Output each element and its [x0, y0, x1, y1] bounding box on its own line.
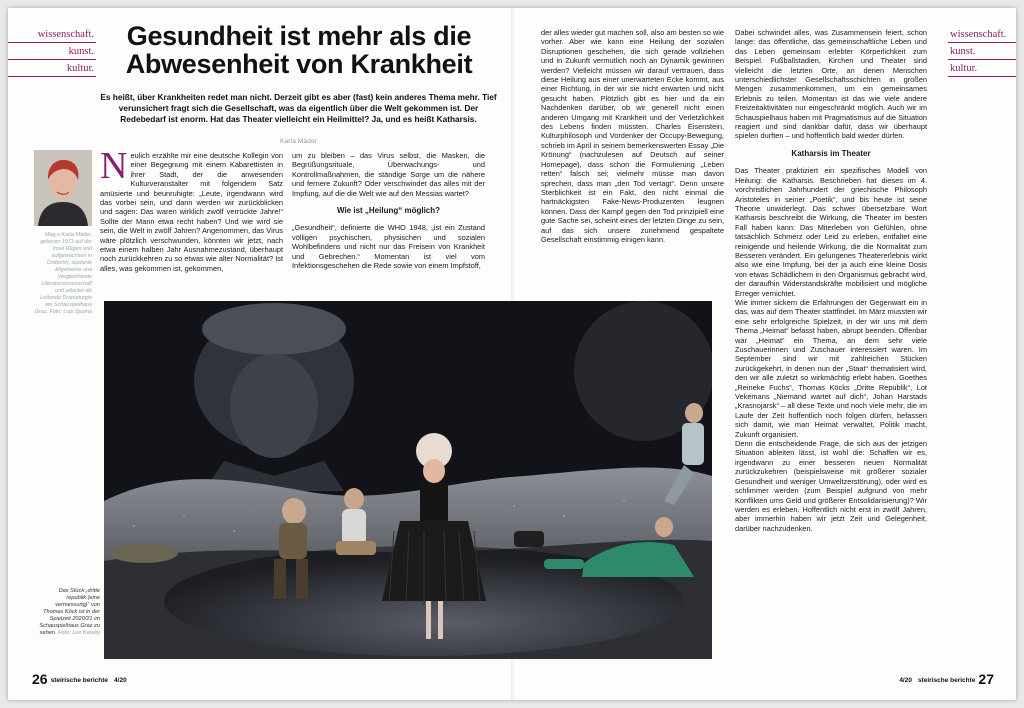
article-headline: Gesundheit ist mehr als die Abwesenheit von Krankheit — [125, 21, 473, 79]
section-tag: wissenschaft. — [948, 28, 1016, 43]
paragraph: um zu bleiben – das Virus selbst, die Masken, die Begrüßungsrituale, Überwachungs- und Kontrollmaßnahmen, die ständige Sorge um die nähere und fernere Zukunft? Oder verschwindet das alles mit der Impfung, auf die die Welt wie auf den Messias wartet? — [292, 151, 485, 198]
text-column-2 — [292, 151, 485, 270]
section-tag: wissenschaft. — [8, 28, 96, 43]
section-tags-left — [8, 28, 96, 79]
paragraph: Wie immer sickern die Erfahrungen der Gegenwart ein in das, was auf dem Theater stattfindet. Im März mussten wir eine sehr erfolgreiche Spielzeit, in der wir uns mit dem Thema „Heimat“ befasst haben, abrupt beenden. Offenbar war „Heimat“ ein Thema, an dem sehr viele Zuschauerinnen und Zuschauer interessiert waren. Im September sind wir mit zahlreichen Stücken zurückgekehrt, in denen nun der „Staat“ thematisiert wird, den wir alle zuletzt so wirkmächtig erlebt haben. Goethes „Reineke Fuchs“, Thomas Köcks „Dritte Republik“, Lot Vekemans „Niemand wartet auf dich“, Johan Harstads „Krasnojarsk“ – all diese Texte und noch viele mehr, die im Laufe der Zeit hoffentlich noch folgen dürfen, befassen sich damit, wie man Heimat verwaltet, Politik macht, Zukunft organisiert. — [735, 297, 927, 439]
section-tag: kunst. — [8, 45, 96, 60]
subheading: Katharsis im Theater — [791, 148, 871, 158]
paragraph: Dabei schwindet alles, was Zusammensein feiert, schon lange: das öffentliche, das gemeinschaftliche Leben und das Leben gemeinsam erlebter Körperlichkeit zum Beispiel. Fußballstadien, Kirchen und Theater sind vielleicht die letzten Orte, an denen Menschen unterschiedlichster Gesellschaftsschichten in großen Mengen zusammenkommen, um ein gemeinsames Erlebnis zu teilen. Momentan ist das wie viele andere Freizeitaktivitäten nur eingeschränkt möglich. Auch wir im Schauspielhaus haben mit Pragmatismus auf die Situation reagiert und sind dankbar dafür, dass wir überhaupt spielen durften – und hoffentlich bald wieder dürfen. — [735, 28, 927, 141]
page-number: 26 — [32, 671, 48, 687]
article-lead: Es heißt, über Krankheiten redet man nicht. Derzeit gibt es aber (fast) kein anderes Thema mehr. Tief verunsichert fragt sich die Gesellschaft, was da eigentlich über die Welt gekommen ist. Der Redebedarf ist enorm. Hat das Theater vielleicht ein Heilmittel? Ja, und es heißt Katharsis. — [100, 92, 497, 124]
photo-caption-text: Das Stück „dritte republik (eine vermessung)“ von Thomas Köck ist in der Spielzeit 2020/21 im Schauspielhaus Graz zu sehen. — [39, 588, 100, 636]
page-number-left — [32, 671, 130, 687]
paragraph: „Gesundheit“, definierte die WHO 1948, „ist ein Zustand völligen psychischen, physischen und sozialen Wohlbefindens und nicht nur das Freisein von Krankheit und Gebrechen.“ Momentan ist viel vom Infektionsgeschehen die Rede sowie von einem Impfstoff, — [292, 223, 485, 271]
paragraph — [100, 145, 283, 273]
issue-number: 4/20 — [114, 676, 127, 684]
photo-caption — [38, 588, 100, 637]
magazine-spread — [8, 8, 1016, 700]
portrait-caption: Mag.a Karla Mäder, geboren 1973 auf der Insel Rügen und aufgewachsen in Ostberlin, studierte Allgemeine und Vergleichende Literaturwissenschaft und arbeitet als Leitende Dramaturgin am Schauspielhaus Graz. Foto: Lupi Spuma — [34, 232, 92, 315]
paragraph: der alles wieder gut machen soll, also am besten so wie vorher. Aber wie kann eine Heilung der sozialen Disruptionen geschehen, die sich gerade vollziehen und in Zukunft vermutlich noch an Dynamik gewinnen werden? Vielleicht müssen wir darauf vertrauen, dass diese Heilung aus einer unerwarteten Ecke kommt, aus einer Richtung, in der wir sie nicht erwarten und nicht gesucht haben. Plötzlich gibt es hier und da ein Nachdenken darüber, ob wir generell nicht einen anderen Umgang mit Krankheit und der Verletzlichkeit des Lebens finden müssten. Charles Eisenstein, Kulturphilosoph und Vordenker der Occupy-Bewegung, schrieb im April in seinem bemerkenswerten Essay „Die Krönung“ (nachzulesen auf Deutsch auf seiner Homepage), dass schon die Formulierung „Leben retten“ falsch sei; vielmehr müsse man davon sprechen, dass man „den Tod vertagt“. Denn unsere Sterblichkeit ist ein Fakt, den nicht einmal die hartnäckigsten Fake-News-Produzenten leugnen können. Dass der Kampf gegen den Tod prinzipiell eine gute Sache sei, scheint eines der letzten Dinge zu sein, auf das sich unsere zunehmend gespaltete Gesellschaft einstimmig einigen kann. — [541, 28, 724, 244]
author-name: Karla Mäder — [279, 138, 318, 145]
page-number-right — [896, 671, 994, 687]
issue-number: 4/20 — [899, 676, 912, 684]
paragraph: Das Theater praktiziert ein spezifisches Modell von Heilung: die Katharsis. Beschrieben hat dieses im 4. vorchristlichen Jahrhundert der griechische Philosoph Aristoteles in seiner „Poetik“, und bis heute ist seine Theorie unwiderlegt. Das schwer übersetzbare Wort Katharsis beschreibt die Wirkung, die Theater im besten Fall haben kann: Das Miterleben von Gefühlen, ohne tatsächlich Schmerz oder Leid zu erleben, entfaltet eine reinigende und heilende Wirkung, die die Normalität zum Besseren verändert. Ein gelungenes Theatererlebnis wirkt also wie eine Impfung, bei der ja auch eine kleine Dosis von etwas Schädlichem in den Organismus gebracht wird, der daraufhin Widerstandskräfte mobilisiert und mögliche Erreger vernichtet. — [735, 166, 927, 298]
paragraph: Denn die entscheidende Frage, die sich aus der jetzigen Situation ableiten lässt, ist wohl die: Schaffen wir es, irgendwann zu einer besseren neuen Normalität zurückzukehren (beispielsweise mit größerer sozialer Gesundheit und weniger Umweltzerstörung), oder wird es schlimmer werden (zum Beispiel aufgrund von mehr Konflikten ums Geld und größerer Entsolidarisierung)? Wir werden es erleben. Hoffentlich nicht erst in zwölf Jahren, aber immerhin haben wir jetzt Zeit und Gelegenheit, darüber nachzudenken. — [735, 439, 927, 533]
section-tag: kultur. — [8, 62, 96, 77]
section-tag: kunst. — [948, 45, 1016, 60]
text-column-4 — [735, 28, 927, 533]
section-tag: kultur. — [948, 62, 1016, 77]
subheading: Wie ist „Heilung“ möglich? — [336, 206, 441, 216]
photo-credit: Foto: Lex Karelly — [58, 630, 100, 636]
text-column-1 — [100, 145, 283, 273]
drop-cap: N — [100, 145, 128, 187]
paragraph-text: eulich erzählte mir eine deutsche Kollegin von einer Begegnung mit einem Kabarettisten in ihrer Stadt, der die anwesenden Kulturveranstalter mit folgendem Satz amüsierte und beunruhigte: „Leute, irgendwann wird das vorbei sein, und dann werden wir zurückblicken und sagen: Das waren wirklich zwölf verrückte Jahre!“ Sollte der Mann etwa recht haben? Und wie wird sie sein, die Welt in zwölf Jahren? Angenommen, das Virus wäre plötzlich verschwunden, könnten wir jetzt, nach etwa einem halben Jahr Ausnahmezustand, überhaupt noch zurückkehren zu so etwas wie alter Normalität? Ist alles, was gekommen ist, gekommen, — [100, 151, 283, 273]
section-tags-right — [948, 28, 1016, 79]
magazine-name: steirische berichte — [917, 676, 976, 684]
page-number: 27 — [978, 671, 994, 687]
text-column-3 — [541, 28, 724, 244]
author-portrait — [34, 150, 92, 226]
theatre-photo — [104, 301, 712, 659]
magazine-name: steirische berichte — [50, 676, 109, 684]
